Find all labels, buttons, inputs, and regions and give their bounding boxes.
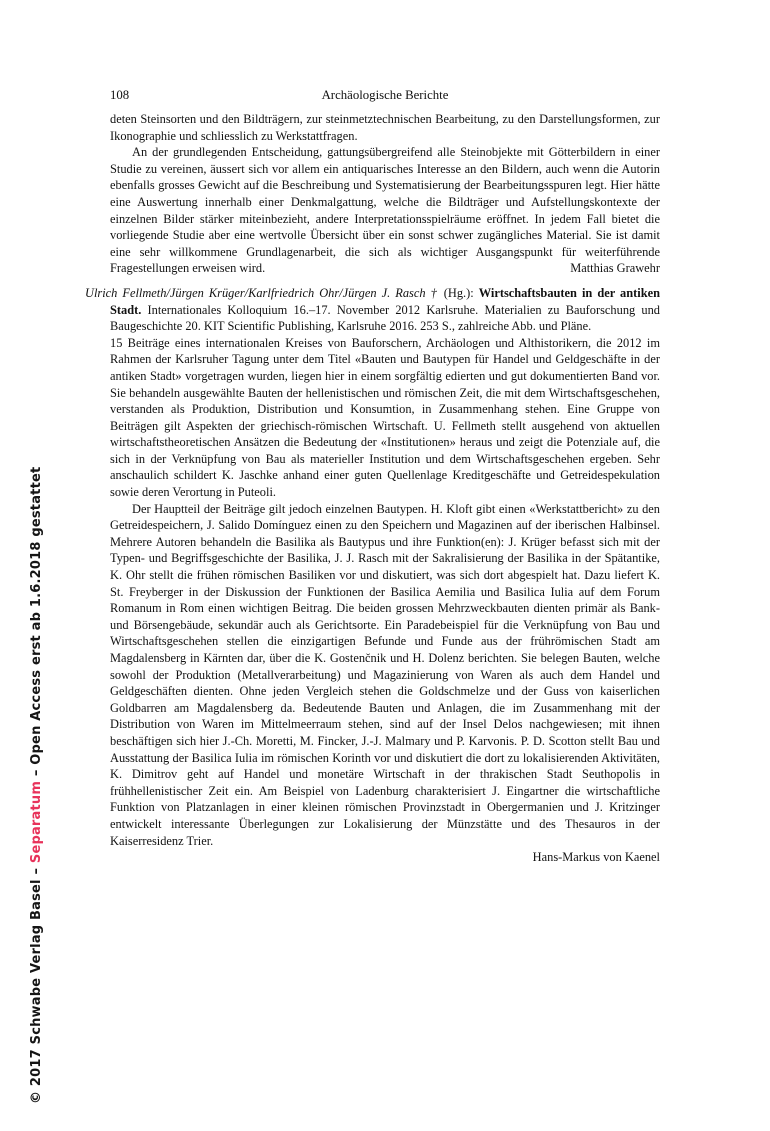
page-number: 108 [110, 88, 130, 102]
bibliography-title: Wirtschaftsbauten in der antiken Stadt. [110, 285, 660, 317]
review-paragraph-1: 15 Beiträge eines internationalen Kreises von Bauforschern, Archäologen und Althistorikern, die 2012 im Rahmen der Karlsruher Tagung unter dem Titel «Bauten und Bautypen für Handel und Geldgeschäfte in der antiken Stadt» vorgetragen wurden, liegen hier in einem sorgfältig edierten und gut dokumentierten Band vor. Sie behandeln ausgewählte Bauten der hellenistischen und römischen Zeit, die mit dem Wirtschaftsgeschehen, verstanden als Produktion, Distribution und Konsumtion, in Zusammenhang stehen. Eine Gruppe von Beiträgen gilt Aspekten der griechisch-römischen Wirtschaft. U. Fellmeth stellt ausgehend von aktuellen wirtschaftstheoretischen Ansätzen die Bedeutung der «Institutionen» heraus und zeigt die Potenziale auf, die sich in der Verknüpfung von Bau als materieller Institution und dem Wirtschaftsgeschehen ergeben. Sehr anschaulich schildert K. Jaschke anhand einer guten Quellenlage Kreditgeschäfte und Getreidespekulation sowie deren Verortung in Puteoli. [110, 335, 660, 500]
bibliography-entry [85, 285, 660, 335]
previous-review-closing-text: An der grundlegenden Entscheidung, gattungsübergreifend alle Steinobjekte mit Götterbildern in einer Studie zu vereinen, äussert sich vor allem ein antiquarisches Interesse an den Bildern, auch wenn die Autorin ebenfalls grosses Gewicht auf die Beschreibung und Systematisierung der Bearbeitungsspuren legt. Hier hätte eine Auswertung innerhalb einer Denkmalgattung, welche die Bildträger und Aufstellungskontexte der einzelnen Bilder stärker miteinbezieht, andere Interpretationsspielräume eröffnet. In jedem Fall bietet die vorliegende Studie aber eine wertvolle Übersicht über ein sonst schwer zugängliches Material. Sie ist damit eine sehr willkommene Grundlagenarbeit, die sich als wichtiger Ausgangspunkt für weiterführende Fragestellungen erweisen wird. [110, 145, 660, 276]
reviewer-signature-grawehr: Matthias Grawehr [570, 261, 660, 276]
copyright-text-before: © 2017 Schwabe Verlag Basel – [29, 863, 44, 1104]
review-paragraph-2: Der Hauptteil der Beiträge gilt jedoch einzelnen Bautypen. H. Kloft gibt einen «Werkstattbericht» zu den Getreidespeichern, J. Salido Domínguez einen zu den Speichern und Magazinen auf der iberischen Halbinsel. Mehrere Autoren behandeln die Basilika als Bautypus und ihre Funktion(en): J. Krüger befasst sich mit der Typen- und Begriffsgeschichte der Basilika, J. J. Rasch mit der Sakralisierung der Basilika in der Spätantike, K. Ohr stellt die frühen römischen Basiliken vor und diskutiert, was sich dort abgespielt hat. Dazu liefert K. St. Freyberger in der Diskussion der Funktionen der Basilica Aemilia und Basilica Iulia auf dem Forum Romanum in Rom einen wichtigen Beitrag. Die beiden grossen Mehrzweckbauten dienten primär als Bank- und Börsengebäude, sekundär auch als Gerichtsorte. Ein Paradebeispiel für die Verknüpfung von Bau und Wirtschaftsgeschehen stellen die einzigartigen Befunde und Funde aus der frührömischen Stadt am Magdalensberg in Kärnten dar, über die K. Gostenčnik und H. Dolenz berichten. Sie belegen Bauten, welche sowohl der Produktion (Metallverarbeitung) und Magazinierung von Waren als auch dem Handel und Geldgeschäften dienten. Ohne jeden Vergleich stehen die Goldschmelze und der Guss von kaiserlichen Goldbarren am Magdalensberg da. Bedeutende Bauten und Anlagen, die im Zusammenhang mit der Distribution von Waren im Mittelmeerraum stehen, sind auf der Insel Delos nachgewiesen; mit ihnen beschäftigen sich hier J.-Ch. Moretti, M. Fincker, J.-J. Malmary und P. Karvonis. P. D. Scotton stellt Bau und Ausstattung der Basilica Iulia im römischen Korinth vor und diskutiert die dort zu lokalisierenden Aktivitäten, K. Dimitrov geht auf Handel und monetäre Wirtschaft in der thrakischen Stadt Seuthopolis in frühhellenistischer Zeit ein. Am Beispiel von Ladenburg charakterisiert J. Eingartner die wirtschaftliche Funktion von Platzanlagen in einer kleinen römischen Provinzstadt in Obergermanien und J. Kritzinger entwickelt interessante Überlegungen zur Lokalisierung der Münzstätte und des Thesauros in der Kaiserresidenz Trier. [110, 501, 660, 848]
reviewer-signature-kaenel: Hans-Markus von Kaenel [532, 850, 660, 865]
previous-review-closing-paragraph [110, 144, 660, 277]
copyright-text-after: – Open Access erst ab 1.6.2018 gestattet [29, 466, 44, 781]
bibliography-editors-suffix: (Hg.): [438, 285, 479, 300]
page-header [110, 87, 660, 105]
bibliography-details: Internationales Kolloquium 16.–17. November 2012 Karlsruhe. Materialien zu Bauforschung und Baugeschichte 20. KIT Scientific Publishing, Karlsruhe 2016. 253 S., zahlreiche Abb. und Pläne. [110, 302, 660, 334]
running-title: Archäologische Berichte [321, 88, 449, 102]
separatum-label: Separatum [29, 780, 44, 864]
bibliography-editors: Ulrich Fellmeth/Jürgen Krüger/Karlfriedrich Ohr/Jürgen J. Rasch † [85, 285, 439, 300]
sidebar-copyright [29, 467, 44, 1104]
previous-review-continuation-paragraph: deten Steinsorten und den Bildträgern, zur steinmetztechnischen Bearbeitung, zu den Darstellungsformen, zur Ikonographie und schliesslich zu Werkstattfragen. [110, 112, 660, 143]
text-column [85, 111, 660, 866]
